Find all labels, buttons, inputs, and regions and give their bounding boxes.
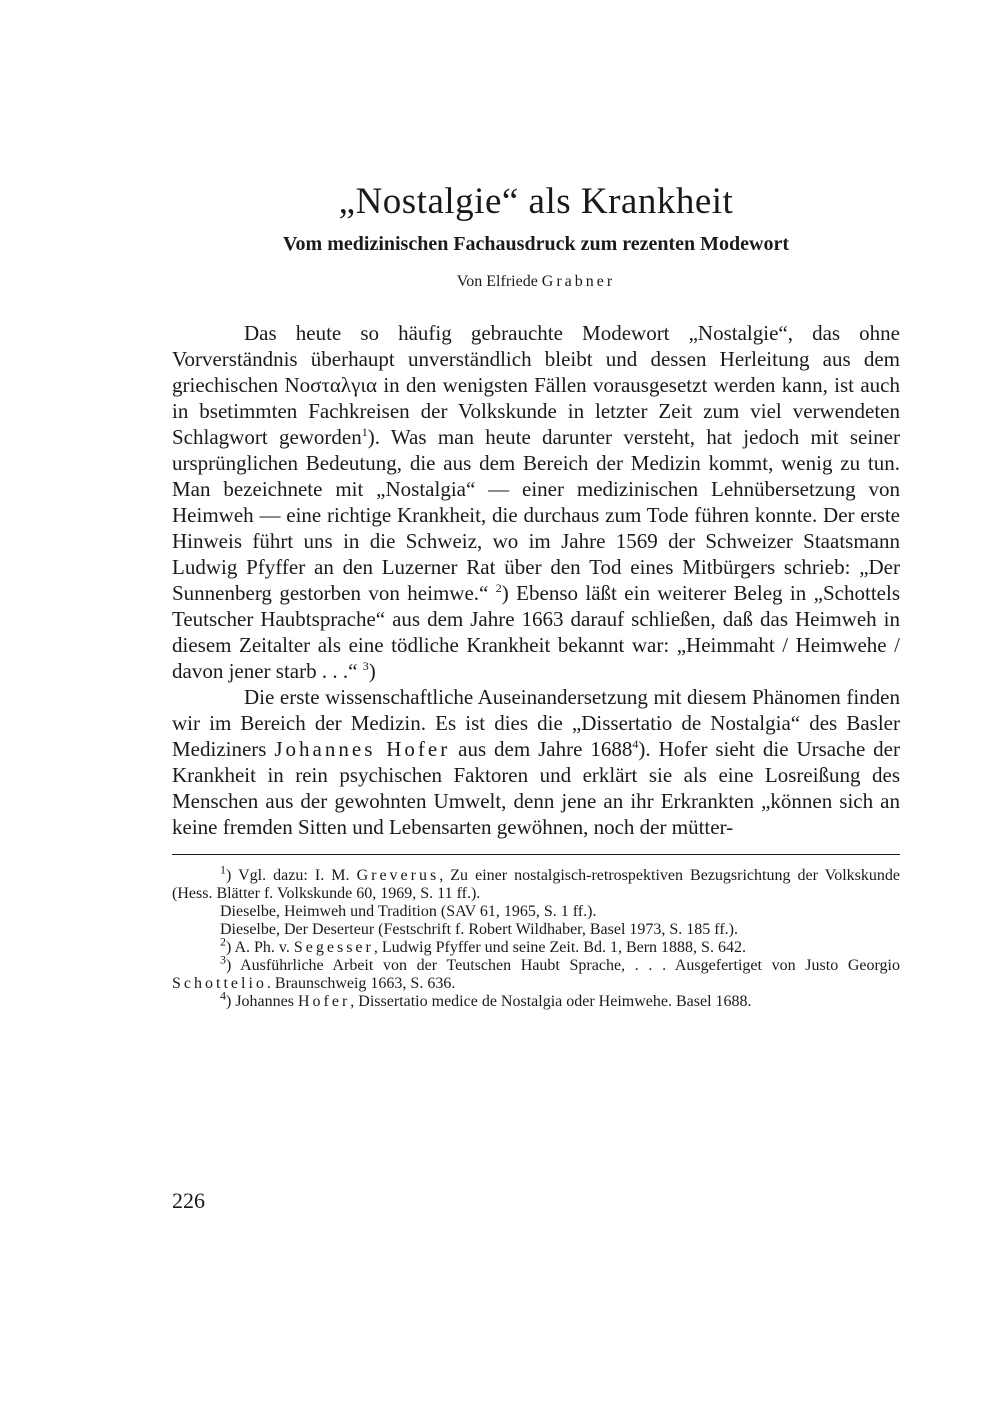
footnote-1-number: 1	[220, 862, 226, 877]
footnote-1-text-1: ) Vgl. dazu: I. M.	[226, 867, 357, 884]
p2-text-3: ). Hofer sieht die Ursache der Krankheit in rein psychischen Faktoren und erklärt sie als eine Losreißung des Menschen aus der gewohnten Umwelt, denn jene an ihr Erkrankten „können sich an keine fremden Sitten und Lebensarten gewöhnen, noch der mütter-	[172, 737, 900, 839]
p1-text-1: Das heute so häufig gebrauchte Modewort „Nostalgie“, das ohne Vorverständnis überhaupt unverständlich bleibt und dessen Herleitung aus dem griechischen Νοσταλγια in den wenigsten Fällen vorausgesetzt werden kann, ist auch in bsetimmten Fachkreisen der Volkskunde in letzter Zeit zum viel verwendeten Schlagwort geworden	[172, 321, 900, 449]
author-prefix: Von Elfriede	[456, 273, 542, 290]
footnote-1-continued-1: Dieselbe, Heimweh und Tradition (SAV 61, 1965, S. 1 ff.).	[220, 903, 597, 920]
article-title: „Nostalgie“ als Krankheit	[338, 181, 734, 222]
footnote-4-text-1: ) Johannes	[226, 993, 298, 1010]
article-subtitle: Vom medizinischen Fachausdruck zum rezenten Modewort	[282, 233, 790, 255]
p1-text-3: ) Ebenso läßt ein weiterer Beleg in „Schottels Teutscher Haubtsprache“ aus dem Jahre 1663 darauf schließen, daß das Heimweh in diesem Zeitalter als eine tödliche Krankheit bekannt war: „Heimmaht / Heimwehe / davon jener starb . . .“	[172, 581, 900, 683]
footnote-ref-4: 4	[632, 737, 639, 751]
footnote-2-number: 2	[220, 934, 226, 949]
author-name: Grabner	[541, 273, 616, 290]
footnote-1-text-2: , Zu einer nostalgisch-retrospektiven Bezugsrichtung der Volkskunde (Hess. Blätter f. Volkskunde 60, 1969, S. 11 ff.).	[172, 867, 900, 902]
footnote-3	[172, 952, 900, 993]
footnote-3-name: Schottelio	[172, 975, 267, 992]
p1-text-2: ). Was man heute darunter versteht, hat jedoch mit seiner ursprünglichen Bedeutung, die aus dem Bereich der Medizin kommt, wenig zu tun. Man bezeichnete mit „Nostalgia“ — einer medizinischen Lehnübersetzung von Heimweh — eine richtige Krankheit, die durchaus zum Tode führen konnte. Der erste Hinweis führt uns in die Schweiz, wo im Jahre 1569 der Schweizer Staatsmann Ludwig Pfyffer an den Luzerner Rat über den Tod eines Mitbürgers schrieb: „Der Sunnenberg gestorben von heimwe.“	[172, 425, 901, 605]
footnote-ref-3: 3	[362, 659, 369, 673]
footnote-1-name: Greverus	[356, 867, 440, 884]
article	[172, 180, 900, 1011]
p2-text-1: Die erste wissenschaftliche Auseinandersetzung mit diesem Phänomen finden wir im Bereich der Medizin. Es ist dies die „Dissertatio de Nostalgia“ des Basler Mediziners	[172, 685, 900, 761]
footnote-1-continued-2: Dieselbe, Der Deserteur (Festschrift f. Robert Wildhaber, Basel 1973, S. 185 ff.).	[220, 921, 738, 938]
author-line	[172, 272, 900, 292]
paragraph-2	[172, 684, 900, 840]
footnote-3-text-1: ) Ausführliche Arbeit von der Teutschen Haubt Sprache, . . . Ausgefertiget von Justo Georgio	[226, 957, 900, 974]
footnote-4-text-2: , Dissertatio medice de Nostalgia oder Heimwehe. Basel 1688.	[350, 993, 752, 1010]
footnote-1	[172, 862, 900, 903]
footnotes	[172, 862, 900, 1011]
footnote-4-name: Hofer	[297, 993, 351, 1010]
p2-text-2: aus dem Jahre 1688	[450, 737, 633, 761]
body-text	[172, 320, 900, 840]
footnote-divider	[172, 854, 900, 855]
footnote-ref-1: 1	[361, 425, 368, 439]
footnote-2	[172, 934, 900, 957]
page-number: 226	[172, 1188, 205, 1213]
footnote-2-text-2: , Ludwig Pfyffer und seine Zeit. Bd. 1, Bern 1888, S. 642.	[373, 939, 746, 956]
p2-name: Johannes Hofer	[274, 737, 451, 761]
footnote-2-name: Segesser	[293, 939, 374, 956]
paragraph-1	[172, 320, 900, 684]
footnote-4-number: 4	[220, 988, 226, 1003]
footnote-4	[172, 988, 900, 1011]
footnote-3-number: 3	[220, 952, 226, 967]
footnote-ref-2: 2	[495, 581, 502, 595]
footnote-2-text-1: ) A. Ph. v.	[226, 939, 294, 956]
p1-text-4: )	[368, 659, 376, 683]
footnote-3-text-2: . Braunschweig 1663, S. 636.	[266, 975, 456, 992]
